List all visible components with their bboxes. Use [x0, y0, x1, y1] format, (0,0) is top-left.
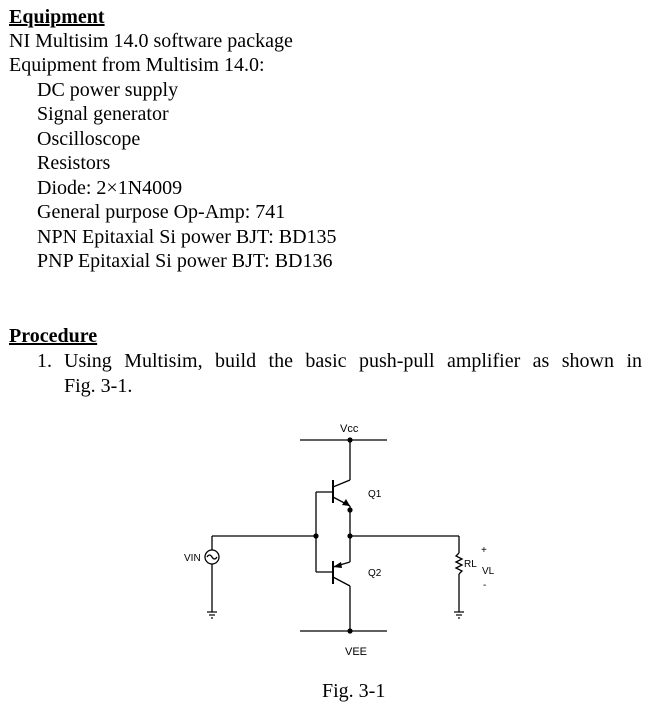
- npn-transistor-q1: [316, 480, 350, 506]
- equipment-item: General purpose Op-Amp: 741: [37, 201, 286, 223]
- load-resistor: [456, 553, 462, 574]
- equipment-item: PNP Epitaxial Si power BJT: BD136: [37, 250, 333, 272]
- equipment-item: NPN Epitaxial Si power BJT: BD135: [37, 226, 337, 248]
- equipment-item: Diode: 2×1N4009: [37, 177, 183, 199]
- pnp-transistor-q2: [316, 561, 350, 586]
- ground-symbol: [207, 612, 217, 618]
- equipment-item: Oscilloscope: [37, 128, 141, 150]
- vl-label: VL: [482, 566, 495, 577]
- software-line: NI Multisim 14.0 software package: [9, 30, 293, 52]
- q1-label: Q1: [368, 489, 382, 500]
- vee-label: VEE: [345, 646, 368, 658]
- vin-label: VIN: [184, 553, 201, 564]
- equipment-from-line: Equipment from Multisim 14.0:: [9, 54, 265, 76]
- step-text-line: Using Multisim, build the basic push-pull amplifier as shown in: [64, 350, 642, 372]
- q2-label: Q2: [368, 568, 382, 579]
- rl-label: RL: [464, 559, 477, 570]
- minus-label: -: [483, 580, 487, 591]
- figure-caption: Fig. 3-1: [322, 680, 386, 702]
- procedure-heading: Procedure: [9, 325, 98, 347]
- equipment-item: Resistors: [37, 152, 111, 174]
- junction-dots: [313, 437, 352, 633]
- ground-symbol: [454, 612, 464, 618]
- plus-label: +: [481, 545, 487, 556]
- step-text-line: Fig. 3-1.: [64, 375, 133, 397]
- vcc-label: Vcc: [340, 423, 359, 435]
- equipment-item: Signal generator: [37, 103, 169, 125]
- step-number: 1.: [37, 350, 52, 372]
- equipment-heading: Equipment: [9, 6, 105, 28]
- equipment-item: DC power supply: [37, 79, 179, 101]
